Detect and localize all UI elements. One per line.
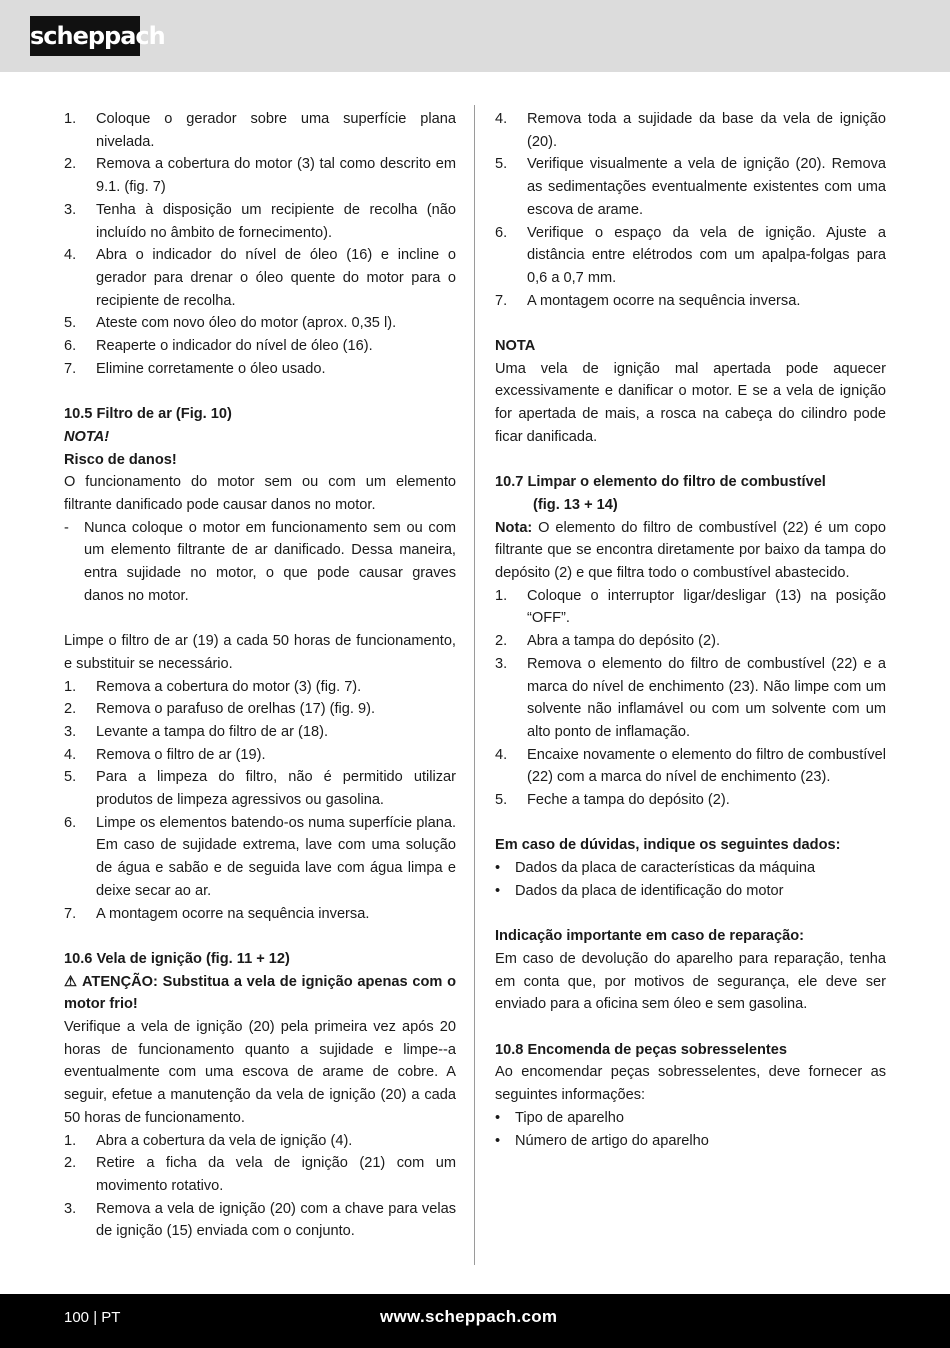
warning-icon: ⚠ <box>64 973 78 990</box>
list-item: 1. Coloque o gerador sobre uma superfície plana nivelada. <box>64 111 456 150</box>
list-item: 3. Tenha à disposição um recipiente de recolha (não incluído no âmbito de fornecimento). <box>64 201 456 241</box>
page-footer <box>0 1294 950 1348</box>
nota-body: O elemento do filtro de combustível (22) é um copo filtrante que se encontra diretamente por baixo da tampa do depósito (2) e que filtra todo o combustível abastecido. <box>495 519 886 582</box>
list-item: 1. Coloque o interruptor ligar/desligar (13) na posição “OFF”. <box>495 587 886 627</box>
list-item: 1. Remova a cobertura do motor (3) (fig. 7). <box>64 678 362 695</box>
dash-item: - Nunca coloque o motor em funcionamento sem ou com um elemento filtrante de ar danificado. Dessa maneira, entra sujidade no motor, o que pode causar graves danos no motor. <box>64 519 456 604</box>
website-link[interactable]: www.scheppach.com <box>380 1307 558 1326</box>
list-item: 2. Abra a tampa do depósito (2). <box>495 633 721 650</box>
list-item: 5. Feche a tampa do depósito (2). <box>495 792 730 809</box>
warning-text: ATENÇÃO: Substitua a vela de ignição apenas com o motor frio! <box>64 973 456 1013</box>
section-10-8-title: 10.8 Encomenda de peças sobresselentes <box>495 1041 788 1058</box>
reparacao-text: Em caso de devolução do aparelho para reparação, tenha em conta que, por motivos de segurança, ele deve ser enviado para a oficina sem óleo e sem gasolina. <box>495 950 886 1013</box>
scheppach-logo: scheppach <box>30 16 140 56</box>
list-item: 1. Abra a cobertura da vela de ignição (4). <box>64 1132 353 1149</box>
list-item: 6. Reaperte o indicador do nível de óleo (16). <box>64 338 373 355</box>
nota-label: NOTA! <box>64 428 110 445</box>
section-10-5-title: 10.5 Filtro de ar (Fig. 10) <box>64 406 232 423</box>
list-item: 6. Limpe os elementos batendo-os numa superfície plana. Em caso de sujidade extrema, lave com uma solução de água e sabão e de seguida lave com água limpa e deixe secar ao ar. <box>64 814 456 899</box>
spark-plug-steps-continued <box>495 108 886 312</box>
section-10-8-text: Ao encomendar peças sobresselentes, deve fornecer as seguintes informações: <box>495 1064 886 1104</box>
bullet-item: • Dados da placa de identificação do motor <box>495 882 784 899</box>
section-10-5-intro: O funcionamento do motor sem ou com um elemento filtrante danificado pode causar danos no motor. <box>64 474 456 513</box>
reparacao-title: Indicação importante em caso de reparação: <box>495 928 805 945</box>
list-item: 3. Remova o elemento do filtro de combustível (22) e a marca do nível de enchimento (23). Não limpe com um solvente não inflamável ou com um solvente com um alto ponto de inflamação. <box>495 655 886 740</box>
list-item: 7. A montagem ocorre na sequência inversa. <box>495 292 801 309</box>
bullet-item: • Dados da placa de características da máquina <box>495 860 816 877</box>
section-10-6-title: 10.6 Vela de ignição (fig. 11 + 12) <box>64 950 290 967</box>
list-item: 3. Levante a tampa do filtro de ar (18). <box>64 723 329 740</box>
page-header <box>0 0 950 72</box>
list-item: 2. Remova o parafuso de orelhas (17) (fig. 9). <box>64 701 376 718</box>
spark-plug-steps <box>64 1130 456 1244</box>
right-column <box>495 108 886 1152</box>
list-item: 5. Verifique visualmente a vela de ignição (20). Remova as sedimentações eventualmente existentes com uma escova de arame. <box>495 156 886 218</box>
list-item: 2. Remova a cobertura do motor (3) tal como descrito em 9.1. (fig. 7) <box>64 156 456 196</box>
page-number: 100 | PT <box>64 1309 121 1326</box>
section-10-5-paragraph: Limpe o filtro de ar (19) a cada 50 horas de funcionamento, e substituir se necessário. <box>64 633 456 672</box>
section-10-7-title-figs: (fig. 13 + 14) <box>533 496 618 513</box>
list-item: 4. Encaixe novamente o elemento do filtro de combustível (22) com a marca do nível de enchimento (23). <box>495 746 886 786</box>
left-column <box>64 108 456 1243</box>
list-item: 7. Elimine corretamente o óleo usado. <box>64 360 326 377</box>
list-item: 5. Ateste com novo óleo do motor (aprox. 0,35 l). <box>64 315 397 332</box>
fuel-filter-steps <box>495 585 886 812</box>
section-10-7-note <box>495 517 886 585</box>
list-item: 7. A montagem ocorre na sequência inversa. <box>64 905 370 922</box>
nota-heading: NOTA <box>495 338 536 355</box>
section-10-7-title: 10.7 Limpar o elemento do filtro de combustível <box>495 474 826 491</box>
list-item: 2. Retire a ficha da vela de ignição (21) com um movimento rotativo. <box>64 1155 456 1194</box>
warning-paragraph <box>64 971 456 1016</box>
nota-text: Uma vela de ignição mal apertada pode aquecer excessivamente e danificar o motor. E se a vela de ignição for apertada de mais, a rosca na cabeça do cilindro pode ficar danificada. <box>495 360 886 445</box>
list-item: 4. Remova toda a sujidade da base da vela de ignição (20). <box>495 111 886 150</box>
list-item: 3. Remova a vela de ignição (20) com a chave para velas de ignição (15) enviada com o conjunto. <box>64 1200 456 1240</box>
oil-change-steps <box>64 108 456 380</box>
nota-label: Nota: <box>495 519 533 536</box>
list-item: 4. Remova o filtro de ar (19). <box>64 746 266 763</box>
risco-label: Risco de danos! <box>64 451 177 468</box>
list-item: 4. Abra o indicador do nível de óleo (16) e incline o gerador para drenar o óleo quente do motor para o recipiente de recolha. <box>64 247 456 309</box>
list-item: 5. Para a limpeza do filtro, não é permitido utilizar produtos de limpeza agressivos ou gasolina. <box>64 769 456 809</box>
duvidas-title: Em caso de dúvidas, indique os seguintes dados: <box>495 837 841 854</box>
bullet-item: • Número de artigo do aparelho <box>495 1132 709 1149</box>
column-divider <box>474 105 475 1265</box>
air-filter-steps <box>64 676 456 926</box>
bullet-item: • Tipo de aparelho <box>495 1109 624 1126</box>
section-10-6-paragraph: Verifique a vela de ignição (20) pela primeira vez após 20 horas de funcionamento quanto a sujidade e limpe--a eventualmente com uma escova de arame de cobre. A seguir, efetue a manutenção da vela de ignição (20) a cada 50 horas de funcionamento. <box>64 1019 456 1126</box>
list-item: 6. Verifique o espaço da vela de ignição. Ajuste a distância entre elétrodos com um apalpa-folgas para 0,6 a 0,7 mm. <box>495 224 886 286</box>
